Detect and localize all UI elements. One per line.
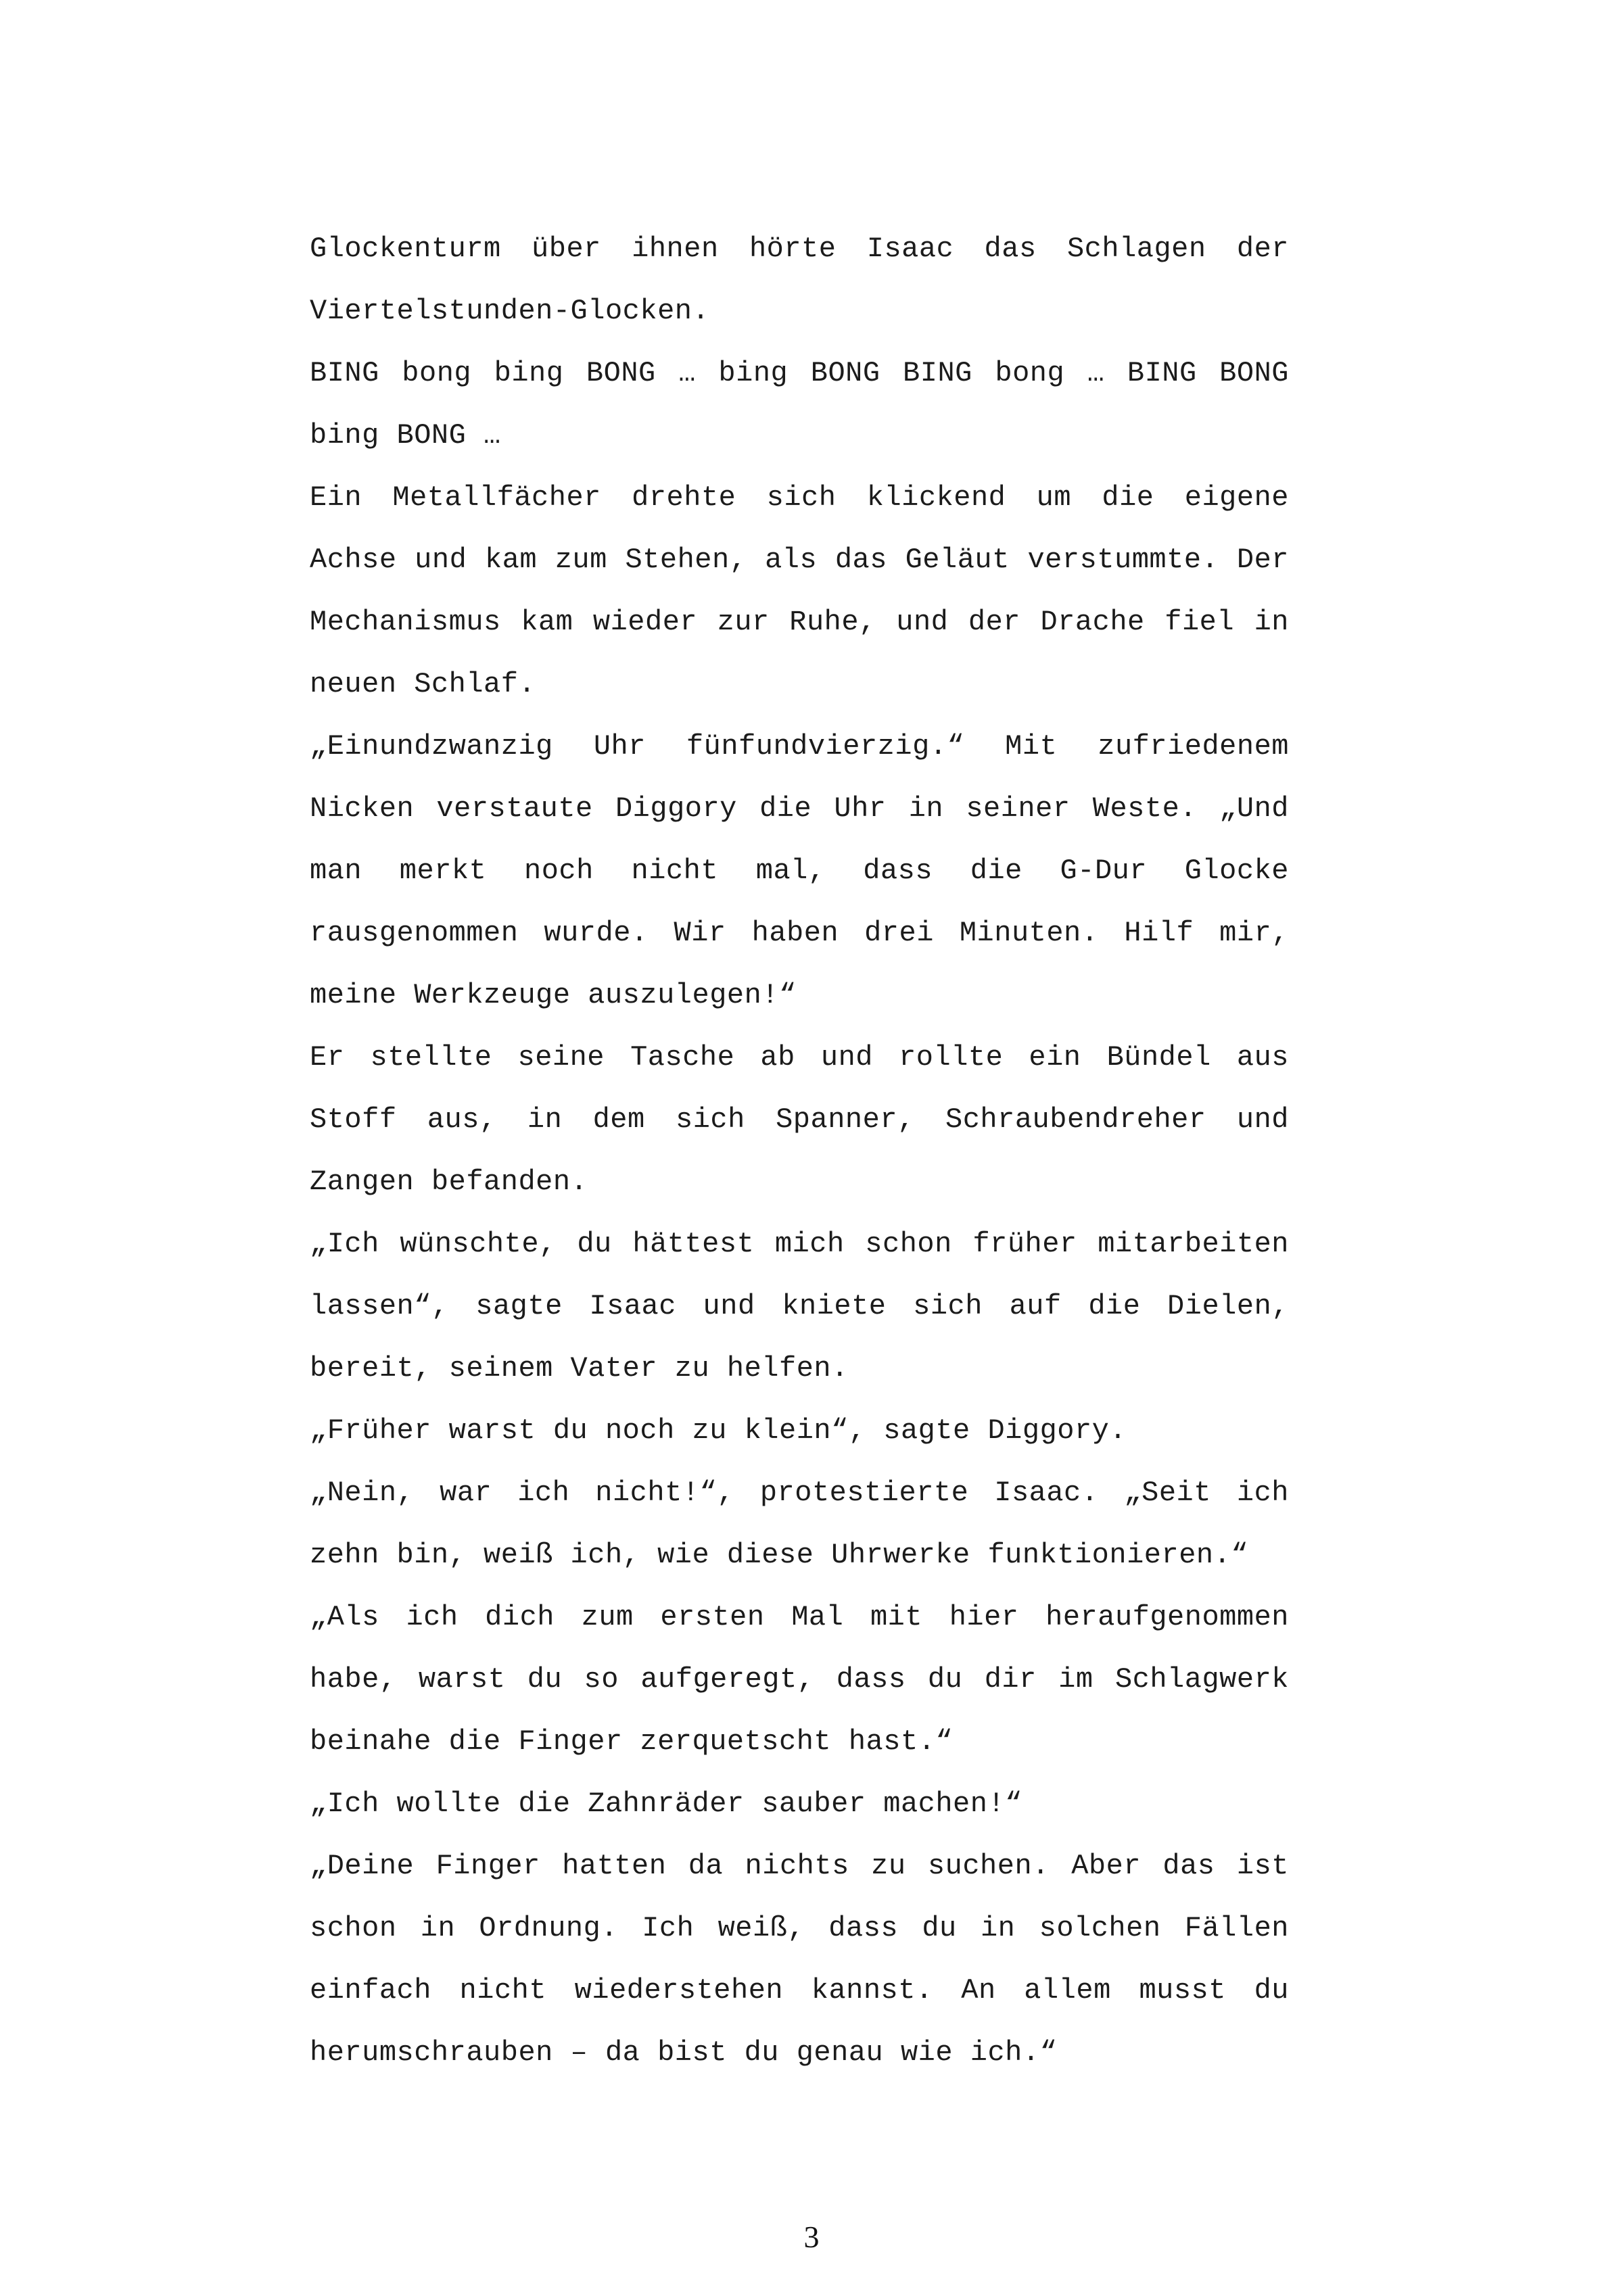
paragraph: „Deine Finger hatten da nichts zu suchen. Aber das ist schon in Ordnung. Ich weiß, dass du in solchen Fällen einfach nicht wiederstehen kannst. An allem musst du herumschrauben – da bist du genau wie ich.“	[310, 1850, 1289, 2069]
paragraph: „Nein, war ich nicht!“, protestierte Isaac. „Seit ich zehn bin, weiß ich, wie diese Uhrwerke funktionieren.“	[310, 1477, 1289, 1571]
paragraph: Glockenturm über ihnen hörte Isaac das Schlagen der Viertelstunden-Glocken.	[310, 233, 1289, 327]
paragraph: Ein Metallfächer drehte sich klickend um die eigene Achse und kam zum Stehen, als das Geläut verstummte. Der Mechanismus kam wieder zur Ruhe, und der Drache fiel in neuen Schlaf.	[310, 481, 1289, 700]
paragraph: Er stellte seine Tasche ab und rollte ein Bündel aus Stoff aus, in dem sich Spanner, Schraubendreher und Zangen befanden.	[310, 1041, 1289, 1198]
paragraph: „Einundzwanzig Uhr fünfundvierzig.“ Mit zufriedenem Nicken verstaute Diggory die Uhr in seiner Weste. „Und man merkt noch nicht mal, dass die G-Dur Glocke rausgenommen wurde. Wir haben drei Minuten. Hilf mir, meine Werkzeuge auszulegen!“	[310, 730, 1289, 1011]
paragraph: „Als ich dich zum ersten Mal mit hier heraufgenommen habe, warst du so aufgeregt, dass du dir im Schlagwerk beinahe die Finger zerquetscht hast.“	[310, 1601, 1289, 1758]
body-text	[310, 218, 1289, 2084]
paragraph: „Ich wünschte, du hättest mich schon früher mitarbeiten lassen“, sagte Isaac und kniete sich auf die Dielen, bereit, seinem Vater zu helfen.	[310, 1228, 1289, 1385]
paragraph: BING bong bing BONG … bing BONG BING bong … BING BONG bing BONG …	[310, 357, 1289, 452]
paragraph: „Früher warst du noch zu klein“, sagte Diggory.	[310, 1414, 1127, 1447]
page-number: 3	[803, 2220, 820, 2254]
paragraph: „Ich wollte die Zahnräder sauber machen!“	[310, 1788, 1022, 1820]
